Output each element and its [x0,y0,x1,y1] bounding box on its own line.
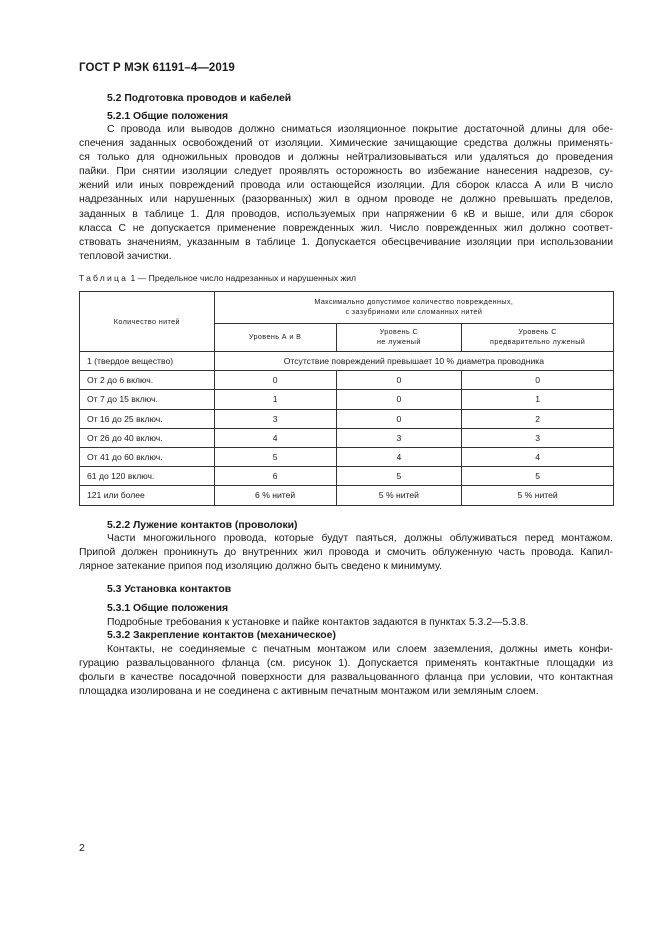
text-line: С провода или выводов должно сниматься изоляционное покрытие достаточной длины для обе- [107,124,613,135]
section-5-2-1-body [79,123,613,264]
section-5-3-2-title: 5.3.2 Закрепление контактов (механическое) [107,630,336,641]
text-line: Контакты, не соединяемые с печатным монтажом или слоем заземления, должны иметь конфи- [107,644,613,655]
table-row-solid [80,352,614,371]
row-label: От 41 до 60 включ. [80,447,215,466]
text-line: спечения заданных освобождений от изоляции. Химические зачищающие средства должны применять- [79,138,613,150]
text-line: ся только для одножильных проводов и должны нейтрализовываться или удаляться до проведения [79,152,613,164]
table-row [80,390,614,409]
row-label: От 7 до 15 включ. [80,390,215,409]
table-row [80,428,614,447]
table-caption-label: Таблица [79,273,129,283]
cell-ab: 6 % нитей [214,486,336,505]
cell-c: 5 [336,467,462,486]
header-level-cp-line-1: Уровень С [518,327,557,337]
cell-c: 0 [336,390,462,409]
table-caption-text: 1 — Предельное число надрезанных и нарушенных жил [128,273,357,283]
cell-cp: 0 [462,371,614,390]
header-level-ab: Уровень А и В [214,323,336,351]
cell-ab: 0 [214,371,336,390]
text-line: жений или иных повреждений провода или остающейся изоляции. Для сборок класса А или В число [79,180,613,192]
row-solid-value: Отсутствие повреждений превышает 10 % диаметра проводника [214,352,613,371]
cell-ab: 6 [214,467,336,486]
cell-cp: 4 [462,447,614,466]
table-row [80,467,614,486]
table-row [80,447,614,466]
text-line: заданных в таблице 1. Для проводов, используемых при напряжении 6 кВ и выше, или для сборок [79,208,613,220]
row-label: 121 или более [80,486,215,505]
section-5-2-2-body [79,532,613,574]
cell-cp: 5 [462,467,614,486]
row-label: 1 (твердое вещество) [80,352,215,371]
text-line: ствовать значениям, указанным в таблице 1. Допускается обесцвечивание изоляции при использовании [79,236,613,248]
row-label: От 26 до 40 включ. [80,428,215,447]
cell-ab: 1 [214,390,336,409]
row-label: От 2 до 6 включ. [80,371,215,390]
section-5-2-1-title: 5.2.1 Общие положения [107,111,229,122]
cell-ab: 4 [214,428,336,447]
text-line: гурацию развальцованного фланца (см. рисунок 1). Допускается применять контактные площадки из [79,658,613,670]
header-count: Количество нитей [80,292,215,352]
cell-c: 3 [336,428,462,447]
header-level-c-line-2: не луженый [376,337,421,347]
text-line: класса С не допускается применение поврежденных жил. Число поврежденных жил должно соответ- [79,222,613,234]
text-line: пайки. При снятии изоляции следует проявлять осторожность во избежание нанесения надрезов, су- [79,166,613,178]
cell-cp: 2 [462,409,614,428]
header-level-c-line-1: Уровень С [379,327,419,337]
section-5-3-2-body [79,643,613,699]
cell-cp: 3 [462,428,614,447]
header-group [214,292,613,324]
header-level-c [336,323,462,351]
row-label: 61 до 120 включ. [80,467,215,486]
section-5-3-1-title: 5.3.1 Общие положения [107,603,229,614]
header-level-c-pretinned [462,323,614,351]
header-group-line-1: Максимально допустимое количество поврежденных, [314,297,514,307]
document-code: ГОСТ Р МЭК 61191–4—2019 [79,62,235,74]
cell-cp: 1 [462,390,614,409]
text-line: Припой должен проникнуть до внутренних жил провода и смочить облуженную часть провода. Капил- [79,547,613,559]
header-group-line-2: с зазубринами или сломанных нитей [345,307,483,317]
cell-ab: 5 [214,447,336,466]
table-row [80,371,614,390]
cell-c: 4 [336,447,462,466]
text-line: Части многожильного провода, которые будут паяться, должны облуживаться перед монтажом. [107,533,613,544]
cell-cp: 5 % нитей [462,486,614,505]
table-caption [79,273,356,283]
text-line: площадка изолирована и не соединена с активным печатным монтажом или земляным слоем. [79,686,539,698]
section-5-3-title: 5.3 Установка контактов [107,584,232,595]
table-row [80,486,614,505]
text-line: лярное затекание припоя под изоляцию должно быть сведено к минимуму. [79,561,442,573]
header-level-cp-line-2: предварительно луженый [490,337,586,347]
cell-c: 5 % нитей [336,486,462,505]
text-line: Подробные требования к установке и пайке контактов задаются в пунктах 5.3.2—5.3.8. [107,617,529,628]
section-5-2-2-title: 5.2.2 Лужение контактов (проволоки) [107,520,298,531]
strand-damage-table [79,291,614,506]
table-header-row [80,292,614,324]
cell-c: 0 [336,409,462,428]
page-number: 2 [79,843,85,854]
cell-c: 0 [336,371,462,390]
section-5-3-1-body [79,616,613,630]
text-line: тепловой зачистки. [79,250,172,262]
section-5-2-title: 5.2 Подготовка проводов и кабелей [107,93,292,104]
row-label: От 16 до 25 включ. [80,409,215,428]
table-row [80,409,614,428]
text-line: надрезанных или нарушенных (разорванных) жил в одном проводе не должно превышать пределов, [79,194,613,206]
text-line: фольги в качестве посадочной поверхности для развальцованного фланца при условии, что контактная [79,672,613,684]
cell-ab: 3 [214,409,336,428]
